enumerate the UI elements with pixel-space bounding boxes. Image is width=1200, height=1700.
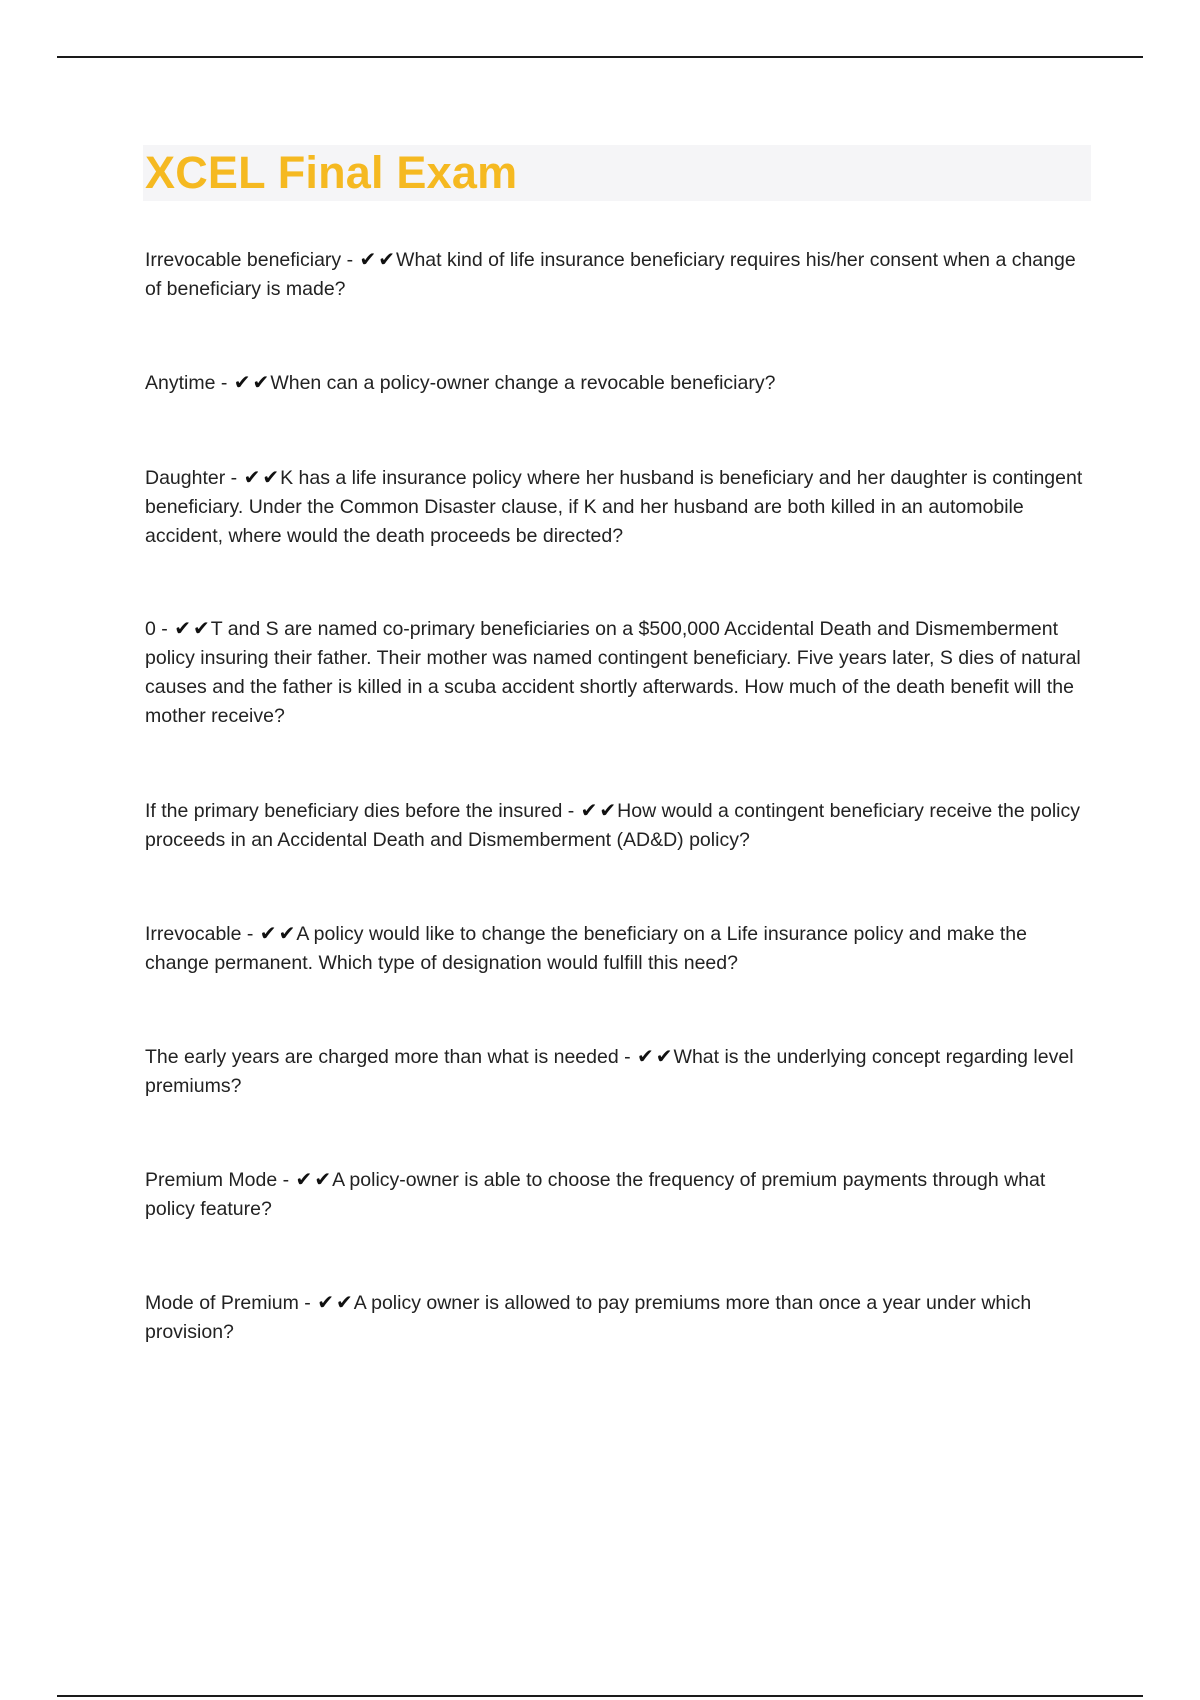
qa-item [145,1165,1090,1224]
check-icon: ✔ [259,921,277,945]
answer-text: Irrevocable beneficiary - [145,249,359,271]
check-icon: ✔ [314,1167,332,1191]
check-icon: ✔ [655,1044,673,1068]
qa-item [145,614,1090,731]
top-divider [57,56,1143,58]
question-text: When can a policy-owner change a revocable beneficiary? [270,372,776,394]
qa-item [145,1042,1090,1101]
qa-item [145,919,1090,978]
qa-item [145,463,1090,551]
check-icon: ✔ [262,465,280,489]
qa-item [145,245,1090,304]
check-icon: ✔ [317,1290,334,1314]
check-icon: ✔ [599,798,617,822]
check-icon: ✔ [335,1290,353,1314]
question-text: How would a contingent beneficiary receive the policy proceeds in an Accidental Death and Dismemberment (AD&D) policy? [145,800,1081,851]
check-icon: ✔ [233,370,251,394]
bottom-divider [57,1695,1143,1697]
check-icon: ✔ [174,616,191,640]
question-text: A policy-owner is able to choose the frequency of premium payments through what policy feature? [145,1169,1046,1220]
qa-item [145,368,1090,398]
check-icon: ✔ [359,247,377,271]
check-icon: ✔ [243,465,261,489]
page-title: XCEL Final Exam [145,147,518,198]
check-icon: ✔ [637,1044,654,1068]
check-icon: ✔ [252,370,270,394]
qa-item [145,796,1090,855]
answer-text: Anytime - [145,372,233,394]
check-icon: ✔ [295,1167,313,1191]
answer-text: Mode of Premium - [145,1292,317,1314]
question-text: A policy owner is allowed to pay premiums more than once a year under which provision? [145,1292,1032,1343]
check-icon: ✔ [580,798,598,822]
check-icon: ✔ [192,616,210,640]
answer-text: Daughter - [145,467,243,489]
answer-text: Premium Mode - [145,1169,295,1191]
answer-text: 0 - [145,618,174,640]
qa-item [145,1288,1090,1347]
question-text: K has a life insurance policy where her husband is beneficiary and her daughter is contingent beneficiary. Under the Common Disaster clause, if K and her husband are both killed in an automobile accident, where would the death proceeds be directed? [145,467,1083,547]
answer-text: The early years are charged more than what is needed - [145,1046,637,1068]
answer-text: Irrevocable - [145,923,259,945]
question-text: What is the underlying concept regarding level premiums? [145,1046,1074,1097]
question-text: T and S are named co-primary beneficiaries on a $500,000 Accidental Death and Dismemberment policy insuring their father. Their mother was named contingent beneficiary. Five years later, S dies of natural causes and the father is killed in a scuba accident shortly afterwards. How much of the death benefit will the mother receive? [145,618,1081,727]
check-icon: ✔ [278,921,296,945]
question-text: A policy would like to change the beneficiary on a Life insurance policy and make the change permanent. Which type of designation would fulfill this need? [145,923,1027,974]
check-icon: ✔ [378,247,396,271]
question-text: What kind of life insurance beneficiary requires his/her consent when a change of beneficiary is made? [145,249,1076,300]
answer-text: If the primary beneficiary dies before the insured - [145,800,580,822]
